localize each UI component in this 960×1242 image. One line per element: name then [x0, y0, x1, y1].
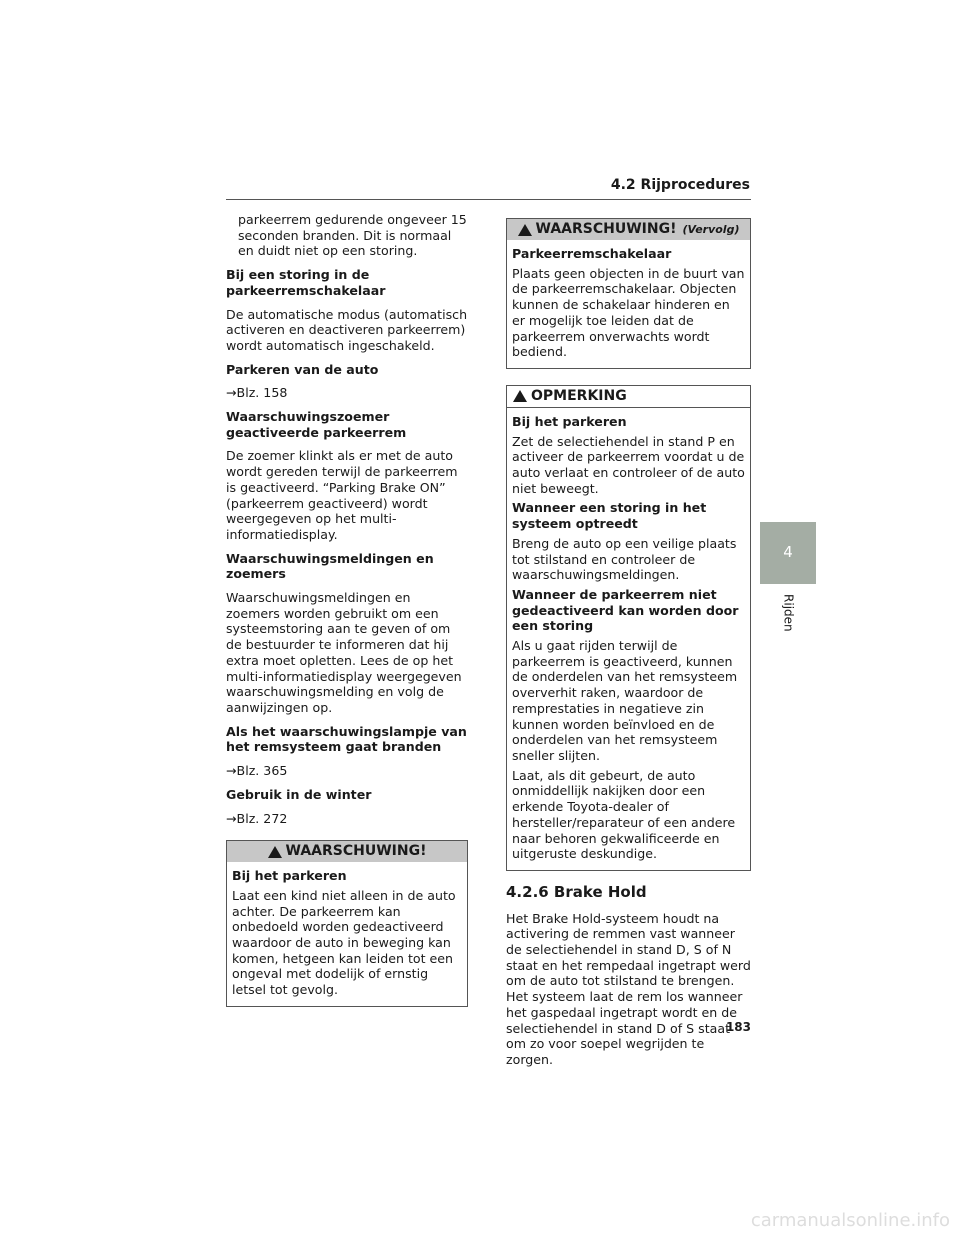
warning-continued-label: (Vervolg)	[682, 222, 740, 236]
note-text-3: Als u gaat rijden terwijl de parkeerrem is geactiveerd, kunnen de onderdelen van het remsysteem oververhit raken, waardoor de remprestaties in negatieve zin kunnen worden beïnvloed en de onderdelen van het remsysteem sneller slijten.	[512, 638, 738, 763]
note-heading-3: Wanneer de parkeerrem niet gedeactiveerd kan worden door een storing	[512, 586, 739, 634]
note-text-2: Breng de auto op een veilige plaats tot stilstand en controleer de waarschuwingsmeldingen.	[512, 535, 737, 583]
watermark: carmanualsonline.info	[750, 1210, 950, 1231]
page-reference-parkeren[interactable]: →Blz. 158	[226, 385, 288, 401]
chapter-tab	[760, 522, 816, 584]
right-column	[506, 218, 751, 1076]
paragraph-storing: De automatische modus (automatisch activeren en deactiveren parkeerrem) wordt automatisch ingeschakeld.	[226, 306, 468, 353]
note-triangle-icon	[513, 390, 527, 402]
page-header-title: 4.2 Rijprocedures	[610, 177, 750, 193]
note-text-1: Zet de selectiehendel in stand P en activeer de parkeerrem voordat u de auto verlaat en controleer of de auto niet beweegt.	[512, 433, 745, 496]
note-box-body	[507, 408, 750, 870]
left-column	[226, 212, 468, 1021]
heading-meldingen: Waarschuwingsmeldingen en zoemers	[226, 550, 434, 582]
note-title: OPMERKING	[531, 387, 627, 404]
section-heading: 4.2.6 Brake Hold	[506, 882, 647, 901]
warning-box-body	[227, 862, 467, 1006]
section-text: Het Brake Hold-systeem houdt na activering de remmen vast wanneer de selectiehendel in stand D, S of N staat en het rempedaal ingetrapt werd om de auto tot stilstand te brengen. Het systeem laat de rem los wanneer het gaspedaal ingetrapt wordt en de selectiehendel in stand D of S staat om zo voor soepel wegrijden te zorgen.	[506, 910, 751, 1067]
chapter-label	[766, 582, 810, 644]
page-number: 183	[725, 1020, 751, 1034]
chapter-label-text: Rijden	[781, 594, 796, 632]
warning-subheading: Bij het parkeren	[232, 868, 347, 884]
note-box-header	[507, 386, 750, 408]
warning-box	[226, 840, 468, 1007]
page-reference-winter[interactable]: →Blz. 272	[226, 810, 288, 826]
warning-continued-subheading: Parkeerremschakelaar	[512, 246, 672, 261]
header-rule	[226, 199, 751, 200]
note-box	[506, 385, 751, 871]
page-reference-lampje[interactable]: →Blz. 365	[226, 763, 288, 779]
heading-storing: Bij een storing in de parkeerremschakelaar	[226, 267, 386, 298]
warning-continued-body	[507, 240, 750, 368]
warning-continued-header	[507, 219, 750, 240]
warning-title: WAARSCHUWING!	[285, 842, 427, 859]
heading-lampje: Als het waarschuwingslampje van het remsysteem gaat branden	[226, 723, 467, 755]
warning-triangle-icon	[268, 846, 282, 858]
paragraph-zoemer: De zoemer klinkt als er met de auto wordt gereden terwijl de parkeerrem is geactiveerd. “Parking Brake ON” (parkeerrem geactiveerd) wordt weergegeven op het multi-informatiedisplay.	[226, 448, 458, 542]
warning-text: Laat een kind niet alleen in de auto achter. De parkeerrem kan onbedoeld worden gedeactiveerd waardoor de auto in beweging kan komen, hetgeen kan leiden tot een ongeval met dodelijk of ernstig letsel tot gevolg.	[232, 887, 456, 998]
paragraph-meldingen: Waarschuwingsmeldingen en zoemers worden gebruikt om een systeemstoring aan te geven of om de bestuurder te informeren dat hij extra moet opletten. Lees de op het multi-informatiedisplay weergegeven waarschuwingsmelding en volg de aanwijzingen op.	[226, 590, 462, 715]
heading-parkeren: Parkeren van de auto	[226, 361, 379, 377]
note-text-4: Laat, als dit gebeurt, de auto onmiddellijk nakijken door een erkende Toyota-dealer of hersteller/reparateur of een andere naar behoren gekwalificeerde en uitgeruste deskundige.	[512, 767, 736, 862]
paragraph-continued: parkeerrem gedurende ongeveer 15 seconden branden. Dit is normaal en duidt niet op een storing.	[238, 212, 467, 259]
heading-zoemer: Waarschuwingszoemer geactiveerde parkeerrem	[226, 409, 407, 440]
warning-continued-title: WAARSCHUWING!	[535, 220, 677, 237]
warning-box-header	[227, 841, 467, 862]
warning-triangle-icon	[518, 224, 532, 236]
warning-continued-text: Plaats geen objecten in de buurt van de parkeerremschakelaar. Objecten kunnen de schakelaar hinderen en er mogelijk toe leiden dat de parkeerrem onverwachts wordt bediend.	[512, 265, 745, 360]
note-heading-2: Wanneer een storing in het systeem optreedt	[512, 500, 707, 532]
warning-continued-box	[506, 218, 751, 369]
heading-winter: Gebruik in de winter	[226, 786, 372, 802]
chapter-number: 4	[783, 543, 793, 562]
note-heading-1: Bij het parkeren	[512, 413, 627, 429]
